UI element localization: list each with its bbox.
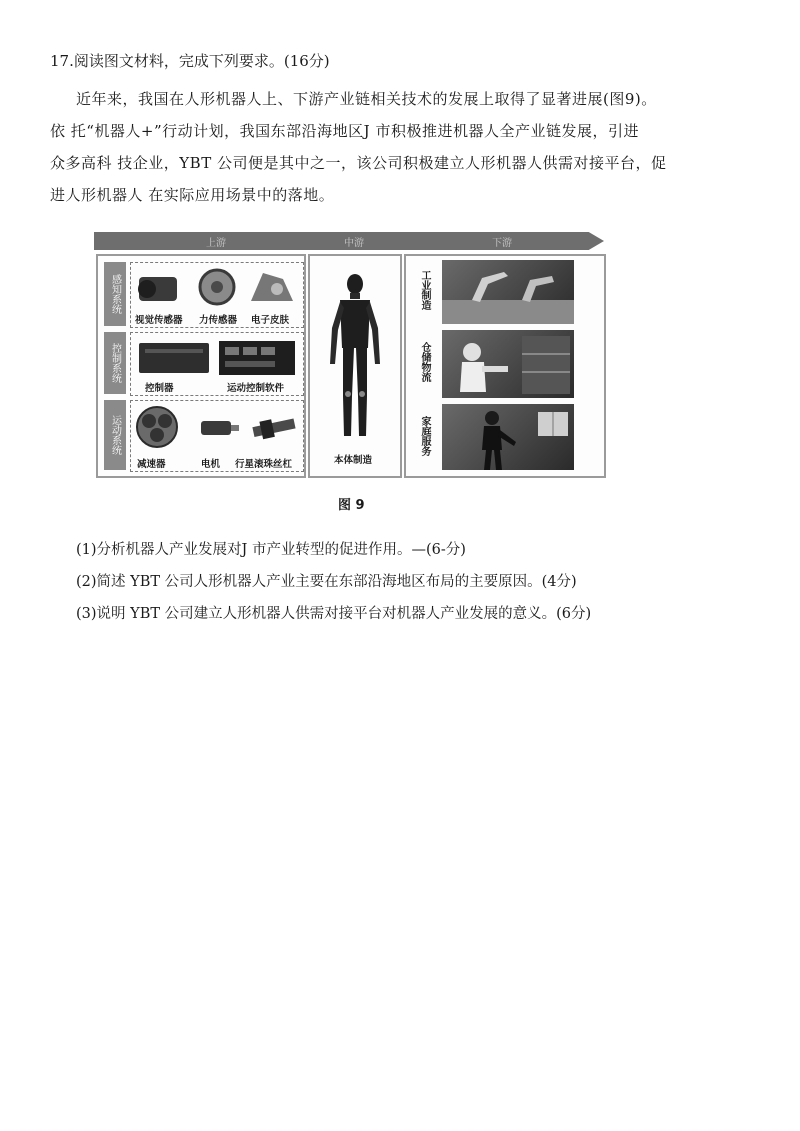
paragraph-line-4: 进人形机器人 在实际应用场景中的落地。 xyxy=(50,186,335,204)
warehouse-logistics-photo xyxy=(442,330,574,398)
question-title: 17.阅读图文材料，完成下列要求。(16分) xyxy=(50,52,330,70)
component-motion-control-software: 运动控制软件 xyxy=(227,383,285,394)
perception-components-box xyxy=(130,262,304,328)
banner-upstream: 上游 xyxy=(206,238,226,249)
controller-icons xyxy=(133,335,303,379)
banner-midstream: 中游 xyxy=(344,238,364,249)
component-vision-sensor: 视觉传感器 xyxy=(135,315,183,326)
sub-question-1: (1)分析机器人产业发展对J 市产业转型的促进作用。—(6-分) xyxy=(76,542,466,558)
scene-label-household: 家庭服务 xyxy=(419,416,430,456)
component-reducer: 减速器 xyxy=(137,459,166,470)
warehouse-robot-icon xyxy=(442,330,574,398)
system-label-motion: 运动系统 xyxy=(104,400,126,470)
factory-robot-arm-icon xyxy=(442,260,574,324)
scene-label-warehouse: 仓储物流 xyxy=(419,342,430,382)
scene-label-industrial: 工业制造 xyxy=(419,270,430,310)
paragraph-line-1: 近年来，我国在人形机器人上、下游产业链相关技术的发展上取得了显著进展(图9)。 xyxy=(76,90,657,108)
upstream-panel xyxy=(96,254,306,478)
banner-downstream: 下游 xyxy=(492,238,512,249)
midstream-label: 本体制造 xyxy=(334,455,373,466)
paragraph-line-3: 众多高科 技企业，YBT 公司便是其中之一，该公司积极建立人形机器人供需对接平台，促 xyxy=(50,154,667,172)
motion-part-icons xyxy=(133,403,303,453)
figure-caption: 图 9 xyxy=(338,498,365,513)
industrial-manufacturing-photo xyxy=(442,260,574,324)
figure-industry-chain xyxy=(94,232,614,480)
component-force-sensor: 力传感器 xyxy=(199,315,238,326)
downstream-panel xyxy=(404,254,606,478)
household-service-photo xyxy=(442,404,574,470)
home-robot-icon xyxy=(442,404,574,470)
paragraph-line-2: 依 托“机器人+”行动计划，我国东部沿海地区J 市积极推进机器人全产业链发展，引进 xyxy=(50,122,639,140)
component-motor: 电机 xyxy=(201,459,221,470)
component-controller: 控制器 xyxy=(145,383,174,394)
motion-components-box xyxy=(130,400,304,472)
humanoid-robot-icon xyxy=(310,268,400,448)
component-planetary-roller-screw: 行星滚珠丝杠 xyxy=(235,459,293,470)
system-label-control: 控制系统 xyxy=(104,332,126,394)
sub-question-3: (3)说明 YBT 公司建立人形机器人供需对接平台对机器人产业发展的意义。(6分) xyxy=(76,606,592,622)
sensor-icons xyxy=(133,265,303,311)
midstream-panel xyxy=(308,254,402,478)
system-label-perception: 感知系统 xyxy=(104,262,126,326)
component-electronic-skin: 电子皮肤 xyxy=(251,315,290,326)
control-components-box xyxy=(130,332,304,396)
sub-question-2: (2)简述 YBT 公司人形机器人产业主要在东部沿海地区布局的主要原因。(4分) xyxy=(76,574,577,590)
